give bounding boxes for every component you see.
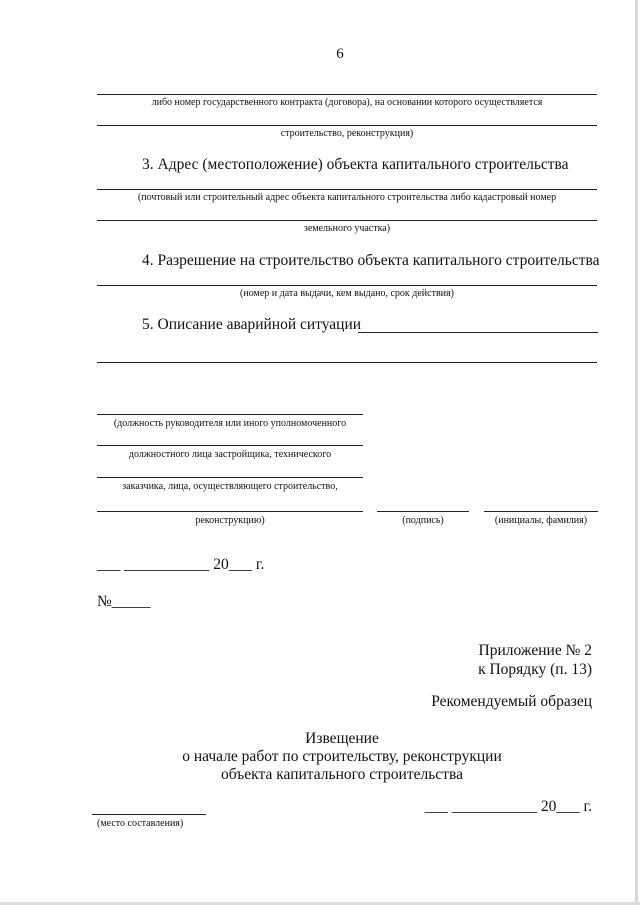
item5-title: 5. Описание аварийной ситуации bbox=[142, 316, 362, 333]
position-caption-4: реконструкцию) bbox=[195, 515, 265, 526]
fill-line bbox=[97, 414, 363, 415]
appendix-reference: к Порядку (п. 13) bbox=[478, 661, 592, 678]
signature-line bbox=[377, 511, 469, 512]
signature-caption: (подпись) bbox=[402, 515, 444, 526]
position-caption-1: (должность руководителя или иного уполномоченного bbox=[113, 418, 347, 429]
page-number: 6 bbox=[336, 46, 344, 62]
fill-line bbox=[358, 332, 598, 333]
notice-title: Извещение bbox=[305, 730, 379, 747]
place-line bbox=[92, 814, 206, 815]
position-caption-3: заказчика, лица, осуществляющего строительство, bbox=[122, 481, 338, 492]
item4-caption: (номер и дата выдачи, кем выдано, срок действия) bbox=[240, 288, 454, 299]
date-line: ___ ___________ 20___ г. bbox=[97, 556, 265, 573]
fill-line bbox=[97, 220, 597, 221]
fill-line bbox=[97, 189, 597, 190]
item3-caption-1: (почтовый или строительный адрес объекта капитального строительства либо кадастровый номер bbox=[137, 192, 557, 203]
fill-line bbox=[97, 285, 597, 286]
caption-construction: строительство, реконструкция) bbox=[280, 128, 414, 139]
appendix-title: Приложение № 2 bbox=[478, 642, 592, 659]
item4-title: 4. Разрешение на строительство объекта капитального строительства bbox=[142, 252, 600, 269]
number-line: №_____ bbox=[97, 593, 151, 610]
sample-label: Рекомендуемый образец bbox=[431, 693, 592, 710]
fill-line bbox=[97, 445, 363, 446]
scan-edge bbox=[635, 0, 638, 905]
notice-subtitle-1: о начале работ по строительству, реконструкции bbox=[182, 748, 502, 765]
fill-line bbox=[97, 94, 597, 95]
fill-line bbox=[97, 477, 363, 478]
place-caption: (место составления) bbox=[97, 818, 184, 829]
fill-line bbox=[97, 125, 597, 126]
name-caption: (инициалы, фамилия) bbox=[494, 515, 588, 526]
notice-subtitle-2: объекта капитального строительства bbox=[221, 766, 463, 783]
name-line bbox=[484, 511, 598, 512]
position-caption-2: должностного лица застройщика, технического bbox=[128, 449, 332, 460]
notice-date-line: ___ ___________ 20___ г. bbox=[424, 798, 592, 815]
item3-caption-2: земельного участка) bbox=[303, 223, 391, 234]
fill-line bbox=[97, 362, 597, 363]
fill-line bbox=[97, 511, 363, 512]
item3-title: 3. Адрес (местоположение) объекта капитального строительства bbox=[142, 156, 569, 173]
caption-contract: либо номер государственного контракта (договора), на основании которого осуществляется bbox=[151, 97, 543, 108]
